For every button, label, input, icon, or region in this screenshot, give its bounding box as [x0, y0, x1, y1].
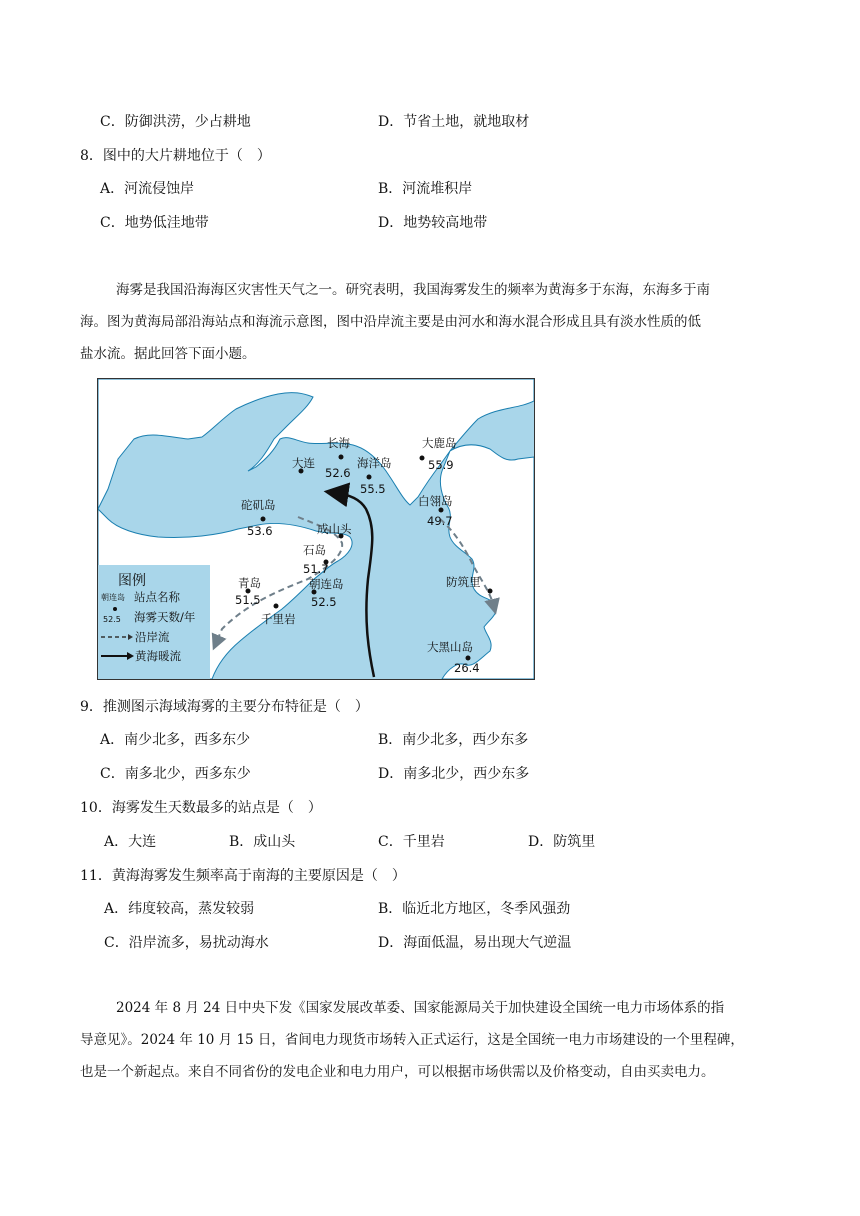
- station-dalian-name: 大连: [292, 456, 315, 470]
- station-tuojidao-name: 砣矶岛: [241, 498, 276, 512]
- station-daheishandao-name: 大黑山岛: [427, 640, 473, 654]
- q11-option-a: A．纬度较高，蒸发较弱: [104, 901, 255, 917]
- q10-stem: 10．海雾发生天数最多的站点是（ ）: [80, 800, 322, 816]
- q11-option-d: D．海面低温，易出现大气逆温: [378, 935, 572, 951]
- legend-station-name: 站点名称: [134, 590, 180, 604]
- passage-electricity-market: [80, 992, 786, 1088]
- station-chaoliandao-name: 朝连岛: [309, 577, 344, 591]
- q11-stem: 11．黄海海雾发生频率高于南海的主要原因是（ ）: [80, 868, 406, 884]
- station-fangzhuli-name: 防筑里: [446, 575, 481, 589]
- station-chaoliandao-value: 52.5: [311, 595, 337, 609]
- q9-option-a: A．南少北多，西多东少: [100, 732, 251, 748]
- legend-coastal-current: 沿岸流: [135, 630, 170, 644]
- passage1-line3: 盐水流。据此回答下面小题。: [80, 346, 256, 362]
- station-shidao-value: 51.7: [303, 562, 329, 576]
- passage2-line3: 也是一个新起点。来自不同省份的发电企业和电力用户，可以根据市场供需以及价格变动，自由买卖电力。: [80, 1064, 715, 1080]
- station-qingdao-value: 51.5: [235, 593, 261, 607]
- station-shidao-name: 石岛: [303, 543, 326, 557]
- q11-option-b: B．临近北方地区，冬季风强劲: [378, 901, 571, 917]
- q10-option-d: D．防筑里: [528, 834, 596, 850]
- station-bailingdao-value: 49.7: [427, 514, 453, 528]
- q8-stem: 8．图中的大片耕地位于（ ）: [80, 148, 271, 164]
- station-qianliyan-name: 千里岩: [261, 612, 296, 626]
- passage2-line1: 2024 年 8 月 24 日中央下发《国家发展改革委、国家能源局关于加快建设全国统一电力市场体系的指: [116, 1000, 725, 1016]
- station-changhai-name: 长海: [327, 436, 350, 450]
- legend-fog-days: 海雾天数/年: [134, 610, 196, 624]
- station-daheishandao-value: 26.4: [454, 661, 480, 675]
- q9-option-c: C．南多北少，西多东少: [100, 766, 251, 782]
- passage-sea-fog: [80, 274, 786, 370]
- passage2-line2: 导意见》。2024 年 10 月 15 日，省间电力现货市场转入正式运行，这是全国统一电力市场建设的一个里程碑，: [80, 1032, 744, 1048]
- legend-title: 图例: [118, 573, 146, 589]
- q8-option-a: A．河流侵蚀岸: [100, 181, 195, 197]
- q8-option-c: C．地势低洼地带: [100, 215, 209, 231]
- station-daludao-value: 55.9: [428, 458, 454, 472]
- station-haiyangdao-name: 海洋岛: [357, 456, 392, 470]
- q11-option-c: C．沿岸流多，易扰动海水: [104, 935, 269, 951]
- q10-option-a: A．大连: [104, 834, 157, 850]
- station-haiyangdao-value: 55.5: [360, 482, 386, 496]
- q9-option-d: D．南多北少，西少东多: [378, 766, 530, 782]
- passage1-line2: 海。图为黄海局部沿海站点和海流示意图，图中沿岸流主要是由河水和海水混合形成且具有淡水性质的低: [80, 314, 701, 330]
- q10-option-b: B．成山头: [229, 834, 296, 850]
- yellow-sea-map: [97, 378, 535, 680]
- legend-sample-name: 朝连岛: [101, 593, 125, 602]
- legend-warm-current: 黄海暖流: [135, 649, 181, 663]
- q10-option-c: C．千里岩: [378, 834, 445, 850]
- station-tuojidao-value: 53.6: [247, 524, 273, 538]
- station-daludao-name: 大鹿岛: [422, 436, 457, 450]
- q9-stem: 9．推测图示海域海雾的主要分布特征是（ ）: [80, 699, 369, 715]
- q7-option-d: D．节省土地，就地取材: [378, 114, 530, 130]
- passage1-line1: 海雾是我国沿海海区灾害性天气之一。研究表明，我国海雾发生的频率为黄海多于东海，东海多于南: [116, 282, 710, 298]
- station-changhai-value: 52.6: [325, 466, 351, 480]
- q8-option-d: D．地势较高地带: [378, 215, 488, 231]
- q9-option-b: B．南少北多，西少东多: [378, 732, 529, 748]
- q7-option-c: C．防御洪涝，少占耕地: [100, 114, 251, 130]
- q8-option-b: B．河流堆积岸: [378, 181, 473, 197]
- station-bailingdao-name: 白翎岛: [418, 494, 453, 508]
- station-qingdao-name: 青岛: [238, 576, 261, 590]
- station-chengshantou-name: 成山头: [317, 522, 352, 536]
- legend-sample-value: 52.5: [103, 615, 121, 624]
